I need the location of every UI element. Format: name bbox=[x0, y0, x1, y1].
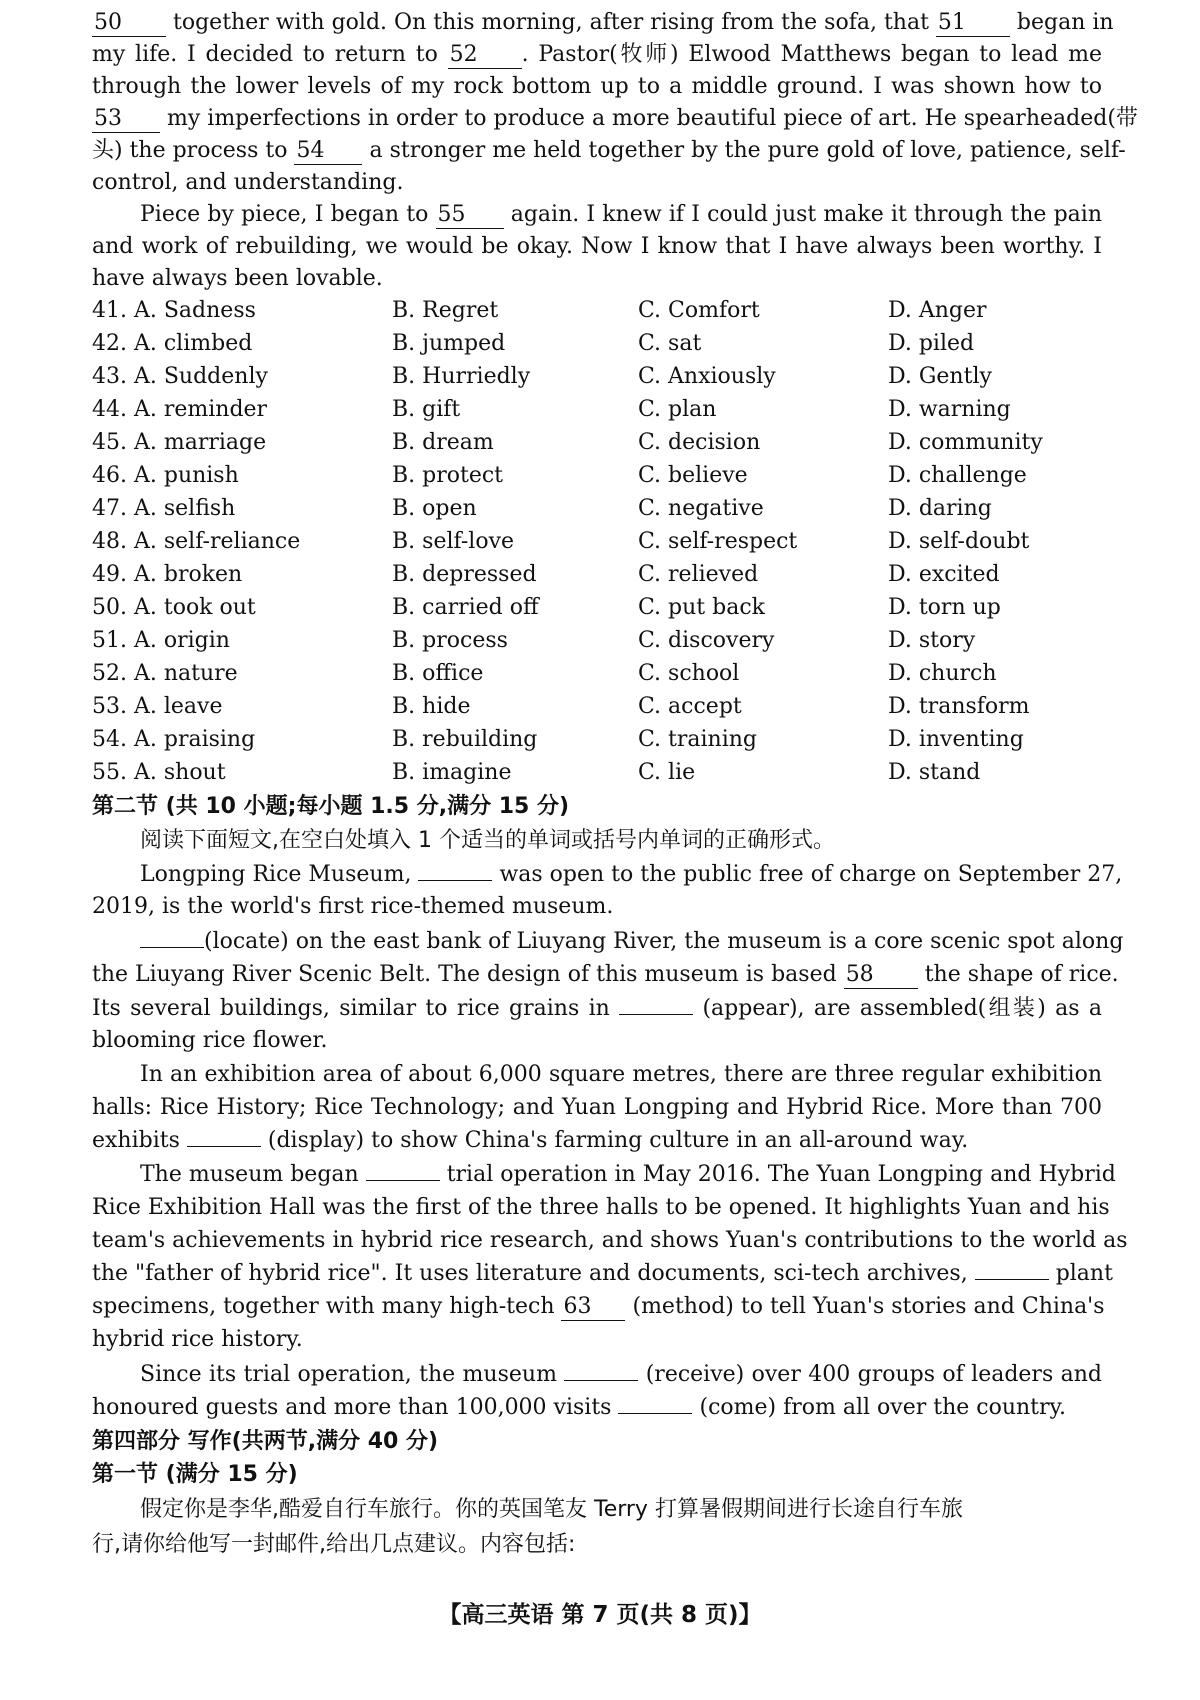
option-row-44-a: 44. A. reminder bbox=[92, 397, 268, 422]
option-row-42-b: B. jumped bbox=[392, 331, 506, 356]
option-row-50-a: 50. A. took out bbox=[92, 595, 256, 620]
passage-line-1: 50 together with gold. On this morning, after rising from the sofa, that 51 began in bbox=[94, 10, 1114, 35]
passage-line-2: my life. I decided to return to 52 . Pastor(牧师) Elwood Matthews began to lead me bbox=[92, 42, 1102, 67]
grammar-p4-line-5: specimens, together with many high-tech 63 (method) to tell Yuan's stories and China's bbox=[92, 1294, 1105, 1319]
part-4-heading: 第四部分 写作(共两节,满分 40 分) bbox=[92, 1429, 439, 1454]
blank-50: 50 bbox=[92, 10, 166, 37]
passage-line-5: 头) the process to 54 a stronger me held together by the pure gold of love, patience, self- bbox=[92, 138, 1126, 163]
option-row-48-c: C. self-respect bbox=[638, 529, 798, 554]
option-row-54-c: C. training bbox=[638, 727, 758, 752]
option-row-46-b: B. protect bbox=[392, 463, 504, 488]
blank-64 bbox=[564, 1380, 638, 1381]
blank-63: 63 bbox=[561, 1294, 625, 1321]
option-row-43-d: D. Gently bbox=[888, 364, 992, 389]
option-row-47-b: B. open bbox=[392, 496, 477, 521]
grammar-p2-line-2: the Liuyang River Scenic Belt. The design of this museum is based 58 the shape of rice. bbox=[92, 962, 1119, 987]
blank-55: 55 bbox=[436, 202, 504, 229]
option-row-54-a: 54. A. praising bbox=[92, 727, 256, 752]
option-row-51-a: 51. A. origin bbox=[92, 628, 230, 653]
option-row-53-a: 53. A. leave bbox=[92, 694, 223, 719]
blank-62 bbox=[975, 1279, 1049, 1280]
grammar-p2-line-4: blooming rice flower. bbox=[92, 1028, 328, 1053]
section-2-heading: 第二节 (共 10 小题;每小题 1.5 分,满分 15 分) bbox=[92, 794, 570, 819]
option-row-47-a: 47. A. selfish bbox=[92, 496, 236, 521]
option-row-42-c: C. sat bbox=[638, 331, 702, 356]
grammar-p5-line-1: Since its trial operation, the museum (receive) over 400 groups of leaders and bbox=[140, 1362, 1102, 1387]
option-row-52-c: C. school bbox=[638, 661, 740, 686]
option-row-54-d: D. inventing bbox=[888, 727, 1024, 752]
option-row-55-d: D. stand bbox=[888, 760, 981, 785]
grammar-p4-line-2: Rice Exhibition Hall was the first of the three halls to be opened. It highlights Yuan and his bbox=[92, 1195, 1110, 1220]
blank-58: 58 bbox=[844, 962, 918, 989]
blank-53: 53 bbox=[92, 106, 160, 133]
option-row-41-d: D. Anger bbox=[888, 298, 987, 323]
option-row-46-d: D. challenge bbox=[888, 463, 1027, 488]
grammar-p1-line-2: 2019, is the world's first rice-themed museum. bbox=[92, 894, 614, 919]
option-row-41-a: 41. A. Sadness bbox=[92, 298, 256, 323]
blank-60 bbox=[187, 1146, 261, 1147]
option-row-41-b: B. Regret bbox=[392, 298, 499, 323]
option-row-53-b: B. hide bbox=[392, 694, 471, 719]
blank-65 bbox=[618, 1413, 692, 1414]
option-row-42-d: D. piled bbox=[888, 331, 975, 356]
option-row-51-b: B. process bbox=[392, 628, 508, 653]
option-row-48-b: B. self-love bbox=[392, 529, 515, 554]
option-row-55-a: 55. A. shout bbox=[92, 760, 226, 785]
option-row-44-b: B. gift bbox=[392, 397, 461, 422]
option-row-44-d: D. warning bbox=[888, 397, 1011, 422]
option-row-51-c: C. discovery bbox=[638, 628, 775, 653]
blank-57 bbox=[140, 947, 204, 948]
grammar-p4-line-3: team's achievements in hybrid rice research, and shows Yuan's contributions to the world as bbox=[92, 1228, 1128, 1253]
page-footer: 【高三英语 第 7 页(共 8 页)】 bbox=[438, 1602, 762, 1628]
option-row-50-c: C. put back bbox=[638, 595, 765, 620]
option-row-46-a: 46. A. punish bbox=[92, 463, 239, 488]
grammar-p1-line-1: Longping Rice Museum, was open to the public free of charge on September 27, bbox=[140, 862, 1123, 887]
option-row-49-c: C. relieved bbox=[638, 562, 759, 587]
option-row-53-c: C. accept bbox=[638, 694, 742, 719]
grammar-p4-line-4: the "father of hybrid rice". It uses literature and documents, sci-tech archives, plant bbox=[92, 1261, 1113, 1286]
option-row-50-b: B. carried off bbox=[392, 595, 539, 620]
option-row-52-a: 52. A. nature bbox=[92, 661, 238, 686]
option-row-49-b: B. depressed bbox=[392, 562, 537, 587]
blank-54: 54 bbox=[294, 138, 362, 165]
passage-line-9: have always been lovable. bbox=[92, 266, 383, 291]
option-row-55-b: B. imagine bbox=[392, 760, 512, 785]
option-row-41-c: C. Comfort bbox=[638, 298, 760, 323]
option-row-44-c: C. plan bbox=[638, 397, 717, 422]
option-row-52-d: D. church bbox=[888, 661, 997, 686]
passage-line-4: 53 my imperfections in order to produce a more beautiful piece of art. He spearheaded(带 bbox=[94, 106, 1138, 131]
grammar-p2-line-3: Its several buildings, similar to rice grains in (appear), are assembled(组装) as a bbox=[92, 996, 1102, 1021]
passage-line-8: and work of rebuilding, we would be okay. Now I know that I have always been worthy. I bbox=[92, 234, 1102, 259]
writing-task-line-2: 行,请你给他写一封邮件,给出几点建议。内容包括: bbox=[92, 1532, 576, 1557]
passage-line-6: control, and understanding. bbox=[92, 170, 404, 195]
grammar-p5-line-2: honoured guests and more than 100,000 visits (come) from all over the country. bbox=[92, 1395, 1067, 1420]
grammar-p4-line-6: hybrid rice history. bbox=[92, 1327, 303, 1352]
option-row-46-c: C. believe bbox=[638, 463, 748, 488]
option-row-51-d: D. story bbox=[888, 628, 976, 653]
option-row-43-b: B. Hurriedly bbox=[392, 364, 531, 389]
option-row-45-b: B. dream bbox=[392, 430, 494, 455]
option-row-53-d: D. transform bbox=[888, 694, 1030, 719]
option-row-48-d: D. self-doubt bbox=[888, 529, 1030, 554]
grammar-p3-line-1: In an exhibition area of about 6,000 square metres, there are three regular exhibition bbox=[140, 1062, 1102, 1087]
blank-51: 51 bbox=[936, 10, 1010, 37]
option-row-45-a: 45. A. marriage bbox=[92, 430, 267, 455]
grammar-p3-line-2: halls: Rice History; Rice Technology; and Yuan Longping and Hybrid Rice. More than 700 bbox=[92, 1095, 1102, 1120]
blank-56 bbox=[418, 880, 492, 881]
option-row-42-a: 42. A. climbed bbox=[92, 331, 253, 356]
option-row-49-d: D. excited bbox=[888, 562, 1000, 587]
grammar-p3-line-3: exhibits (display) to show China's farming culture in an all-around way. bbox=[92, 1128, 969, 1153]
option-row-50-d: D. torn up bbox=[888, 595, 1001, 620]
option-row-45-c: C. decision bbox=[638, 430, 761, 455]
option-row-49-a: 49. A. broken bbox=[92, 562, 243, 587]
option-row-43-a: 43. A. Suddenly bbox=[92, 364, 268, 389]
part-4-section-1-heading: 第一节 (满分 15 分) bbox=[92, 1462, 298, 1487]
option-row-52-b: B. office bbox=[392, 661, 484, 686]
writing-task-line-1: 假定你是李华,酷爱自行车旅行。你的英国笔友 Terry 打算暑假期间进行长途自行车旅 bbox=[140, 1497, 963, 1522]
section-2-instruction: 阅读下面短文,在空白处填入 1 个适当的单词或括号内单词的正确形式。 bbox=[140, 828, 835, 853]
option-row-45-d: D. community bbox=[888, 430, 1043, 455]
option-row-43-c: C. Anxiously bbox=[638, 364, 776, 389]
passage-line-3: through the lower levels of my rock bottom up to a middle ground. I was shown how to bbox=[92, 74, 1102, 99]
blank-52: 52 bbox=[448, 42, 522, 69]
option-row-47-d: D. daring bbox=[888, 496, 992, 521]
passage-line-7: Piece by piece, I began to 55 again. I knew if I could just make it through the pain bbox=[140, 202, 1102, 227]
option-row-55-c: C. lie bbox=[638, 760, 696, 785]
grammar-p2-line-1: (locate) on the east bank of Liuyang River, the museum is a core scenic spot along bbox=[140, 927, 1102, 957]
blank-61 bbox=[366, 1180, 440, 1181]
blank-59 bbox=[619, 1014, 693, 1015]
grammar-p4-line-1: The museum began trial operation in May 2016. The Yuan Longping and Hybrid bbox=[140, 1162, 1116, 1187]
option-row-47-c: C. negative bbox=[638, 496, 764, 521]
option-row-54-b: B. rebuilding bbox=[392, 727, 538, 752]
option-row-48-a: 48. A. self-reliance bbox=[92, 529, 301, 554]
